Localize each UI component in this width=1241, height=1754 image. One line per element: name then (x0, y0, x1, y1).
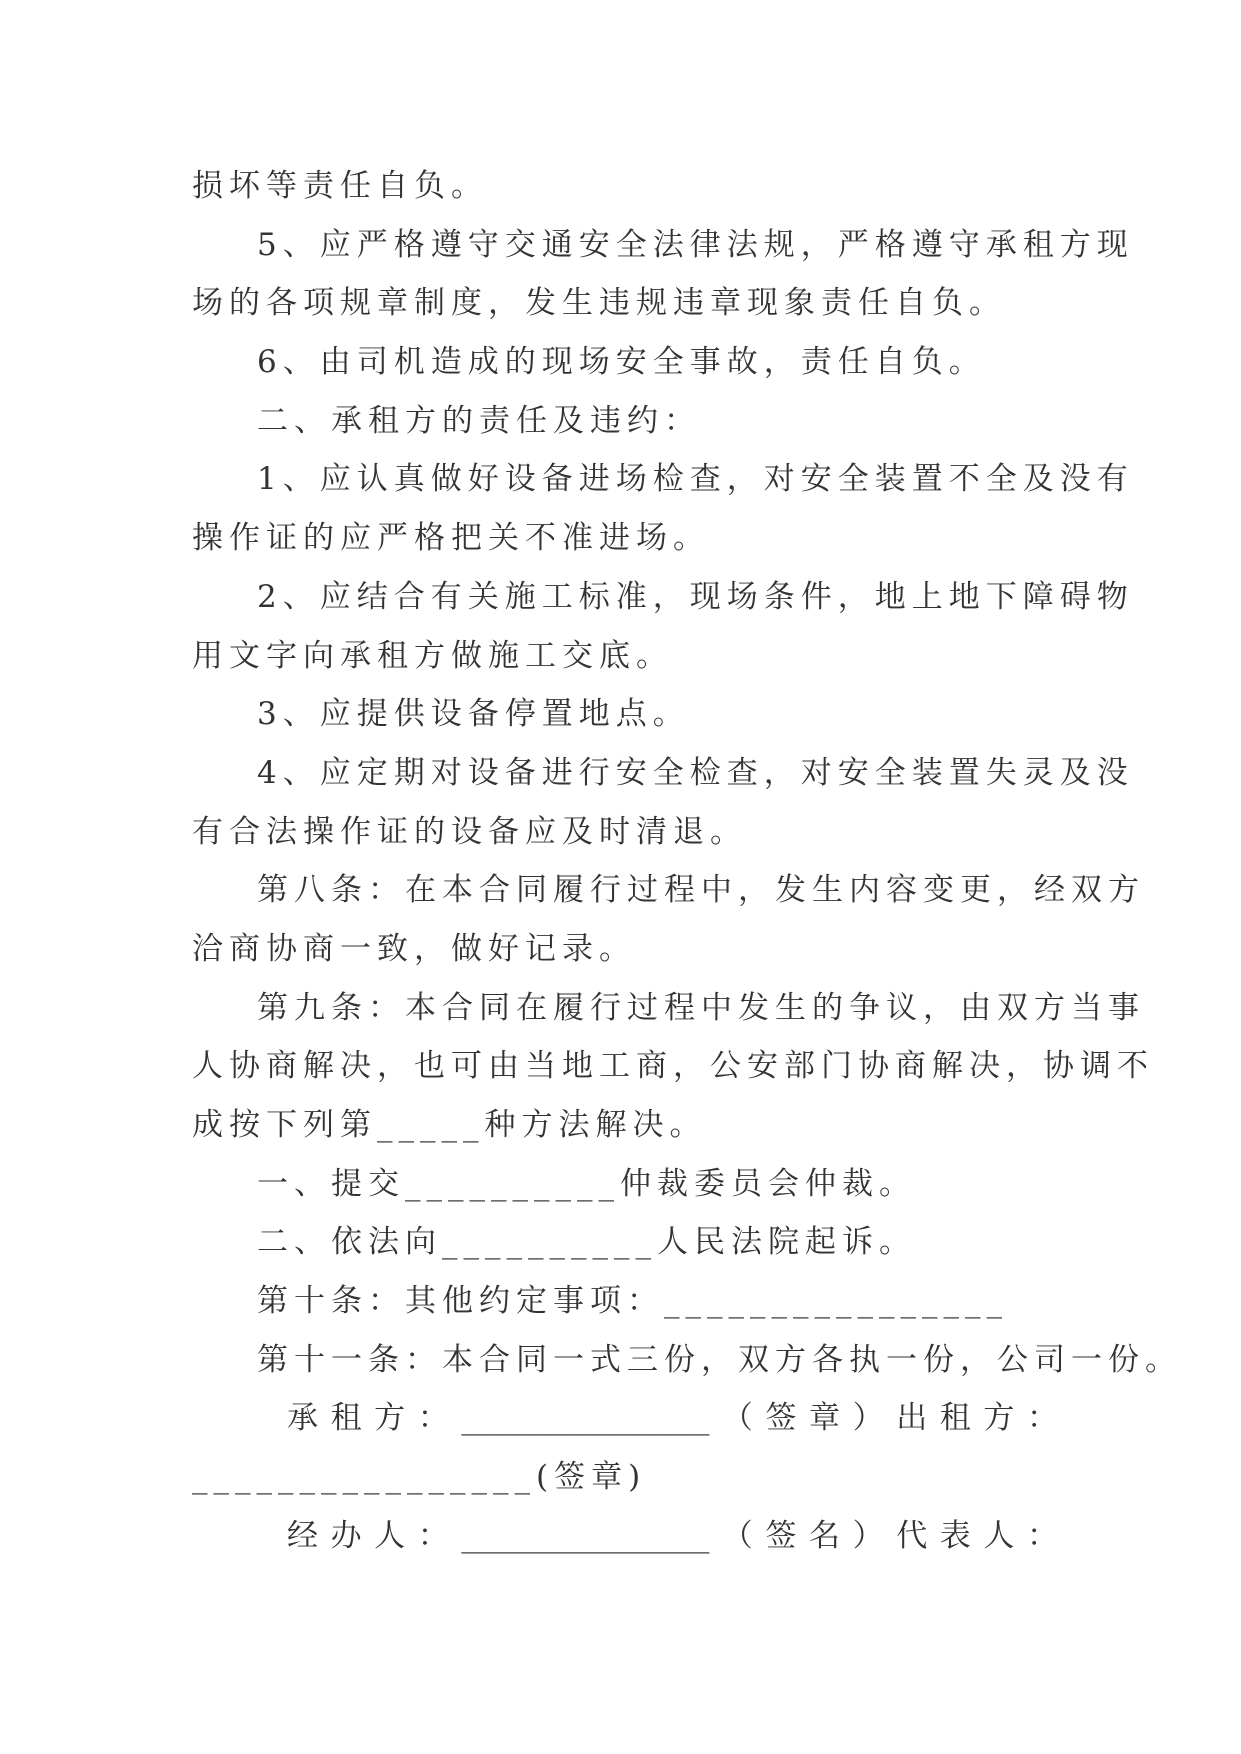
sig-char: 租 (330, 1400, 362, 1437)
text-line: 5、应严格遵守交通安全法律法规，严格遵守承租方现 (257, 226, 1134, 263)
sig-char: ： (1026, 1400, 1058, 1437)
clause-8: 第八条：在本合同履行过程中，发生内容变更，经双方 (257, 872, 1145, 909)
text-line: 场的各项规章制度，发生违规违章现象责任自负。 (192, 285, 1006, 322)
signature-blank: ________________ (461, 1517, 710, 1554)
text-line: 用文字向承租方做施工交底。 (192, 637, 673, 674)
text-line: 操作证的应严格把关不准进场。 (192, 520, 710, 557)
sig-char: 表 (939, 1517, 971, 1554)
sig-char: ） (852, 1517, 884, 1554)
clause-11: 第十一条：本合同一式三份，双方各执一份，公司一份。 (257, 1341, 1182, 1378)
text-line: 有合法操作证的设备应及时清退。 (192, 813, 747, 850)
sig-char: ） (852, 1400, 884, 1437)
clause-10: 第十条：其他约定事项：________________ (257, 1283, 1008, 1320)
text-line: 3、应提供设备停置地点。 (257, 696, 690, 733)
option-arbitration: 一、提交__________仲裁委员会仲裁。 (257, 1165, 916, 1202)
sig-char: 方 (374, 1400, 406, 1437)
signature-line-lessor: ________________(签章) (192, 1459, 647, 1496)
sig-char: 人 (983, 1517, 1015, 1554)
text-line: 2、应结合有关施工标准，现场条件，地上地下障碍物 (257, 578, 1134, 615)
sig-char: 经 (287, 1517, 318, 1554)
document-page (192, 157, 1182, 1566)
text-line: 4、应定期对设备进行安全检查，对安全装置失灵及没 (257, 754, 1134, 791)
signature-line-lessee (192, 1389, 1058, 1448)
sig-char: 代 (896, 1517, 928, 1554)
sig-char: 租 (939, 1400, 971, 1437)
sig-char: ： (1026, 1517, 1058, 1554)
sig-char: ： (417, 1517, 449, 1554)
sig-char: 方 (983, 1400, 1015, 1437)
text-line: 6、由司机造成的现场安全事故，责任自负。 (257, 344, 986, 381)
sig-char: （ (721, 1400, 753, 1437)
text-line: 洽商协商一致，做好记录。 (192, 930, 636, 967)
sig-char: 签 (765, 1400, 797, 1437)
text-line: 1、应认真做好设备进场检查，对安全装置不全及没有 (257, 461, 1134, 498)
sig-char: 出 (896, 1400, 928, 1437)
sig-char: 承 (287, 1400, 318, 1437)
signature-line-agent (192, 1507, 1058, 1566)
clause-9: 第九条：本合同在履行过程中发生的争议，由双方当事 (257, 989, 1145, 1026)
signature-blank: ________________ (461, 1400, 710, 1437)
sig-char: 办 (330, 1517, 362, 1554)
sig-char: （ (721, 1517, 753, 1554)
section-heading: 二、承租方的责任及违约： (257, 402, 701, 439)
sig-char: 签 (765, 1517, 797, 1554)
sig-char: 章 (809, 1400, 841, 1437)
sig-char: ： (417, 1400, 449, 1437)
text-line: 损坏等责任自负。 (192, 168, 488, 204)
text-line: 成按下列第_____种方法解决。 (192, 1107, 707, 1143)
sig-char: 名 (809, 1517, 841, 1554)
text-line: 人协商解决，也可由当地工商，公安部门协商解决，协调不 (192, 1048, 1154, 1085)
sig-char: 人 (374, 1517, 406, 1554)
option-court: 二、依法向__________人民法院起诉。 (257, 1224, 916, 1261)
